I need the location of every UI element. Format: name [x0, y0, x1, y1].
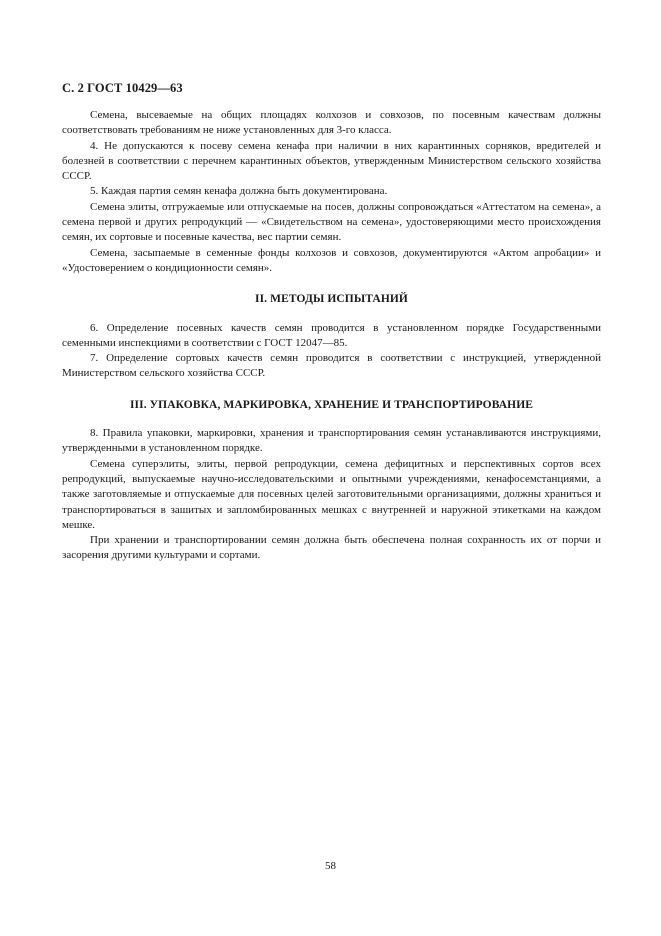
paragraph-item-4: 4. Не допускаются к посеву семена кенафа при наличии в них карантинных сорняков, вредителей и болезней в соответствии с перечнем карантинных объектов, утвержденным Министерством сельского хозяйства СССР. [62, 139, 601, 183]
paragraph-seeds-class: Семена, высеваемые на общих площадях колхозов и совхозов, по посевным качествам должны соответствовать требованиям не ниже установленных для 3-го класса. [62, 109, 601, 137]
paragraph-seed-funds: Семена, засыпаемые в семенные фонды колхозов и совхозов, документируются «Актом апробации» и «Удостоверением о кондиционности семян». [62, 246, 601, 274]
paragraph-item-6: 6. Определение посевных качеств семян проводится в установленном порядке Государственными семенными инспекциями в соответствии с ГОСТ 12047—85. [62, 321, 601, 349]
paragraph-item-7: 7. Определение сортовых качеств семян проводится в соответствии с инструкцией, утвержденной Министерством сельского хозяйства СССР. [62, 352, 601, 380]
paragraph-item-5: 5. Каждая партия семян кенафа должна быть документирована. [90, 185, 388, 198]
page-header: С. 2 ГОСТ 10429—63 [62, 81, 183, 95]
section-title-packaging: III. УПАКОВКА, МАРКИРОВКА, ХРАНЕНИЕ И ТРАНСПОРТИРОВАНИЕ [129, 398, 534, 411]
paragraph-storage: При хранении и транспортировании семян должна быть обеспечена полная сохранность их от порчи и засорения другими культурами и сортами. [62, 534, 601, 562]
document-body [62, 108, 601, 564]
section-title-test-methods: II. МЕТОДЫ ИСПЫТАНИЙ [255, 293, 408, 306]
paragraph-elite-seeds: Семена элиты, отгружаемые или отпускаемые на посев, должны сопровождаться «Аттестатом на семена», а семена первой и других репродукций — «Свидетельством на семена», удостоверяющими место происхождения семян, их сортовые и посевные качества, вес партии семян. [62, 200, 601, 244]
paragraph-item-8: 8. Правила упаковки, маркировки, хранения и транспортирования семян устанавливаются инструкциями, утвержденными в установленном порядке. [62, 427, 601, 455]
paragraph-super-elite-seeds: Семена суперэлиты, элиты, первой репродукции, семена дефицитных и перспективных сортов всех репродукций, выпускаемые научно-исследовательскими и опытными учреждениями, кенафосемстанциями, а также заготовляемые и отпускаемые для посевных целей заготовительными организациями, должны храниться и транспортироваться в зашитых и запломбированных мешках с внутренней и наружной этикетками на каждом мешке. [62, 457, 601, 531]
page-number: 58 [325, 860, 336, 872]
